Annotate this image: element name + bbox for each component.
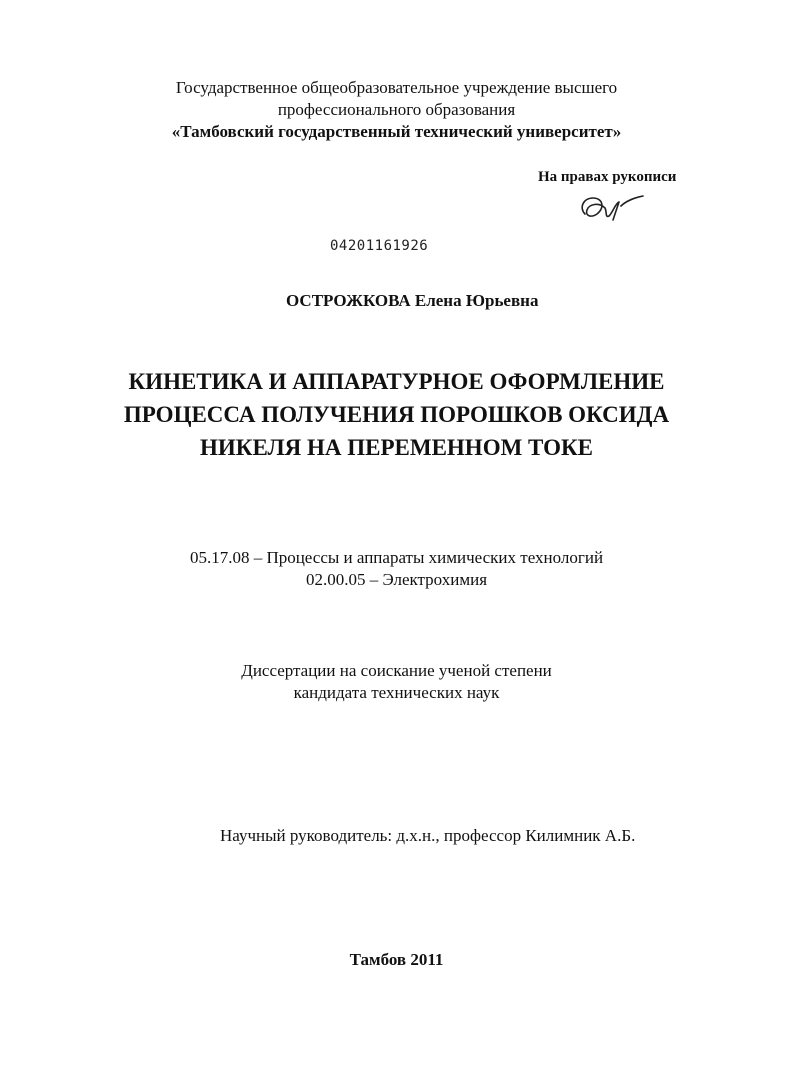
place-and-year: Тамбов 2011 bbox=[349, 950, 444, 969]
author-surname: ОСТРОЖКОВА bbox=[286, 291, 411, 310]
title-line-3: НИКЕЛЯ НА ПЕРЕМЕННОМ ТОКЕ bbox=[200, 435, 593, 460]
title-line-2: ПРОЦЕССА ПОЛУЧЕНИЯ ПОРОШКОВ ОКСИДА bbox=[123, 402, 670, 427]
specialty-line-1: 05.17.08 – Процессы и аппараты химических технологий bbox=[189, 548, 604, 567]
institution-line-1: Государственное общеобразовательное учреждение высшего bbox=[175, 78, 618, 97]
university-name: «Тамбовский государственный технический университет» bbox=[171, 122, 622, 141]
title-line-1: КИНЕТИКА И АППАРАТУРНОЕ ОФОРМЛЕНИЕ bbox=[128, 369, 665, 394]
handwritten-signature bbox=[575, 190, 647, 226]
author-name bbox=[286, 291, 538, 311]
dissertation-title bbox=[0, 365, 793, 464]
scientific-supervisor: Научный руководитель: д.х.н., профессор Килимник А.Б. bbox=[220, 826, 636, 845]
degree-line-1: Диссертации на соискание ученой степени bbox=[241, 661, 552, 680]
institution-header bbox=[0, 77, 793, 143]
institution-line-2: профессионального образования bbox=[277, 100, 516, 119]
degree-statement bbox=[0, 660, 793, 704]
specialties bbox=[0, 547, 793, 591]
rights-notice: На правах рукописи bbox=[538, 169, 677, 185]
degree-line-2: кандидата технических наук bbox=[293, 683, 500, 702]
author-given-names: Елена Юрьевна bbox=[414, 291, 539, 310]
document-number: 04201161926 bbox=[330, 238, 429, 254]
specialty-line-2: 02.00.05 – Электрохимия bbox=[305, 570, 488, 589]
